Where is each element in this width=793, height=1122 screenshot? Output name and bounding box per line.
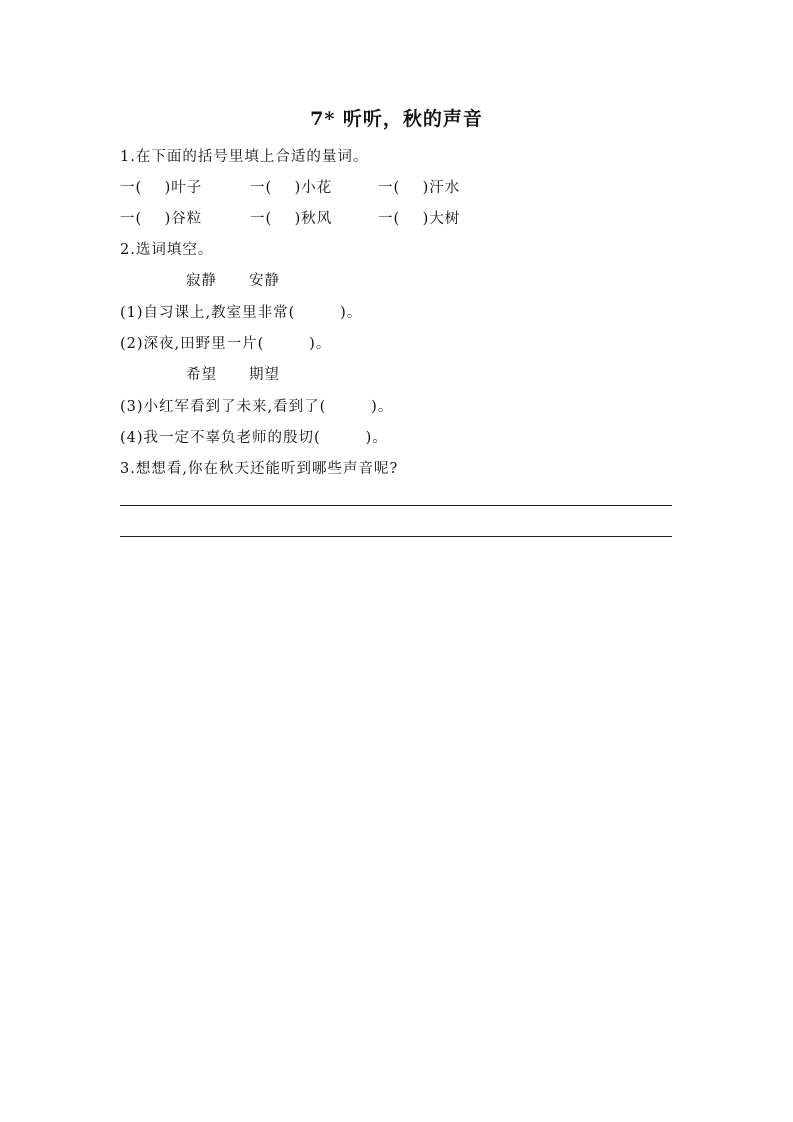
fill-item-1: (1)自习课上,教室里非常( )。 xyxy=(120,305,363,321)
fill-item-3: (3)小红军看到了未来,看到了( )。 xyxy=(120,399,394,415)
word-choice: 期望 xyxy=(249,367,280,383)
answer-line[interactable] xyxy=(120,505,672,506)
page-title: 7* 听听，秋的声音 xyxy=(310,108,483,130)
word-choice: 寂静 xyxy=(186,273,217,289)
word-choice: 安静 xyxy=(249,273,280,289)
measure-word-blank: 一( )谷粒 xyxy=(120,211,203,227)
measure-word-blank: 一( )大树 xyxy=(378,211,461,227)
word-choice: 希望 xyxy=(186,367,217,383)
measure-word-blank: 一( )秋风 xyxy=(250,211,333,227)
answer-line[interactable] xyxy=(120,536,672,537)
question-1-prompt: 1.在下面的括号里填上合适的量词。 xyxy=(120,149,369,165)
measure-word-blank: 一( )汗水 xyxy=(378,180,461,196)
fill-item-2: (2)深夜,田野里一片( )。 xyxy=(120,336,332,352)
measure-word-blank: 一( )小花 xyxy=(250,180,333,196)
question-2-prompt: 2.选词填空。 xyxy=(120,242,214,258)
question-3-prompt: 3.想想看,你在秋天还能听到哪些声音呢? xyxy=(120,461,399,477)
measure-word-blank: 一( )叶子 xyxy=(120,180,203,196)
fill-item-4: (4)我一定不辜负老师的殷切( )。 xyxy=(120,430,388,446)
